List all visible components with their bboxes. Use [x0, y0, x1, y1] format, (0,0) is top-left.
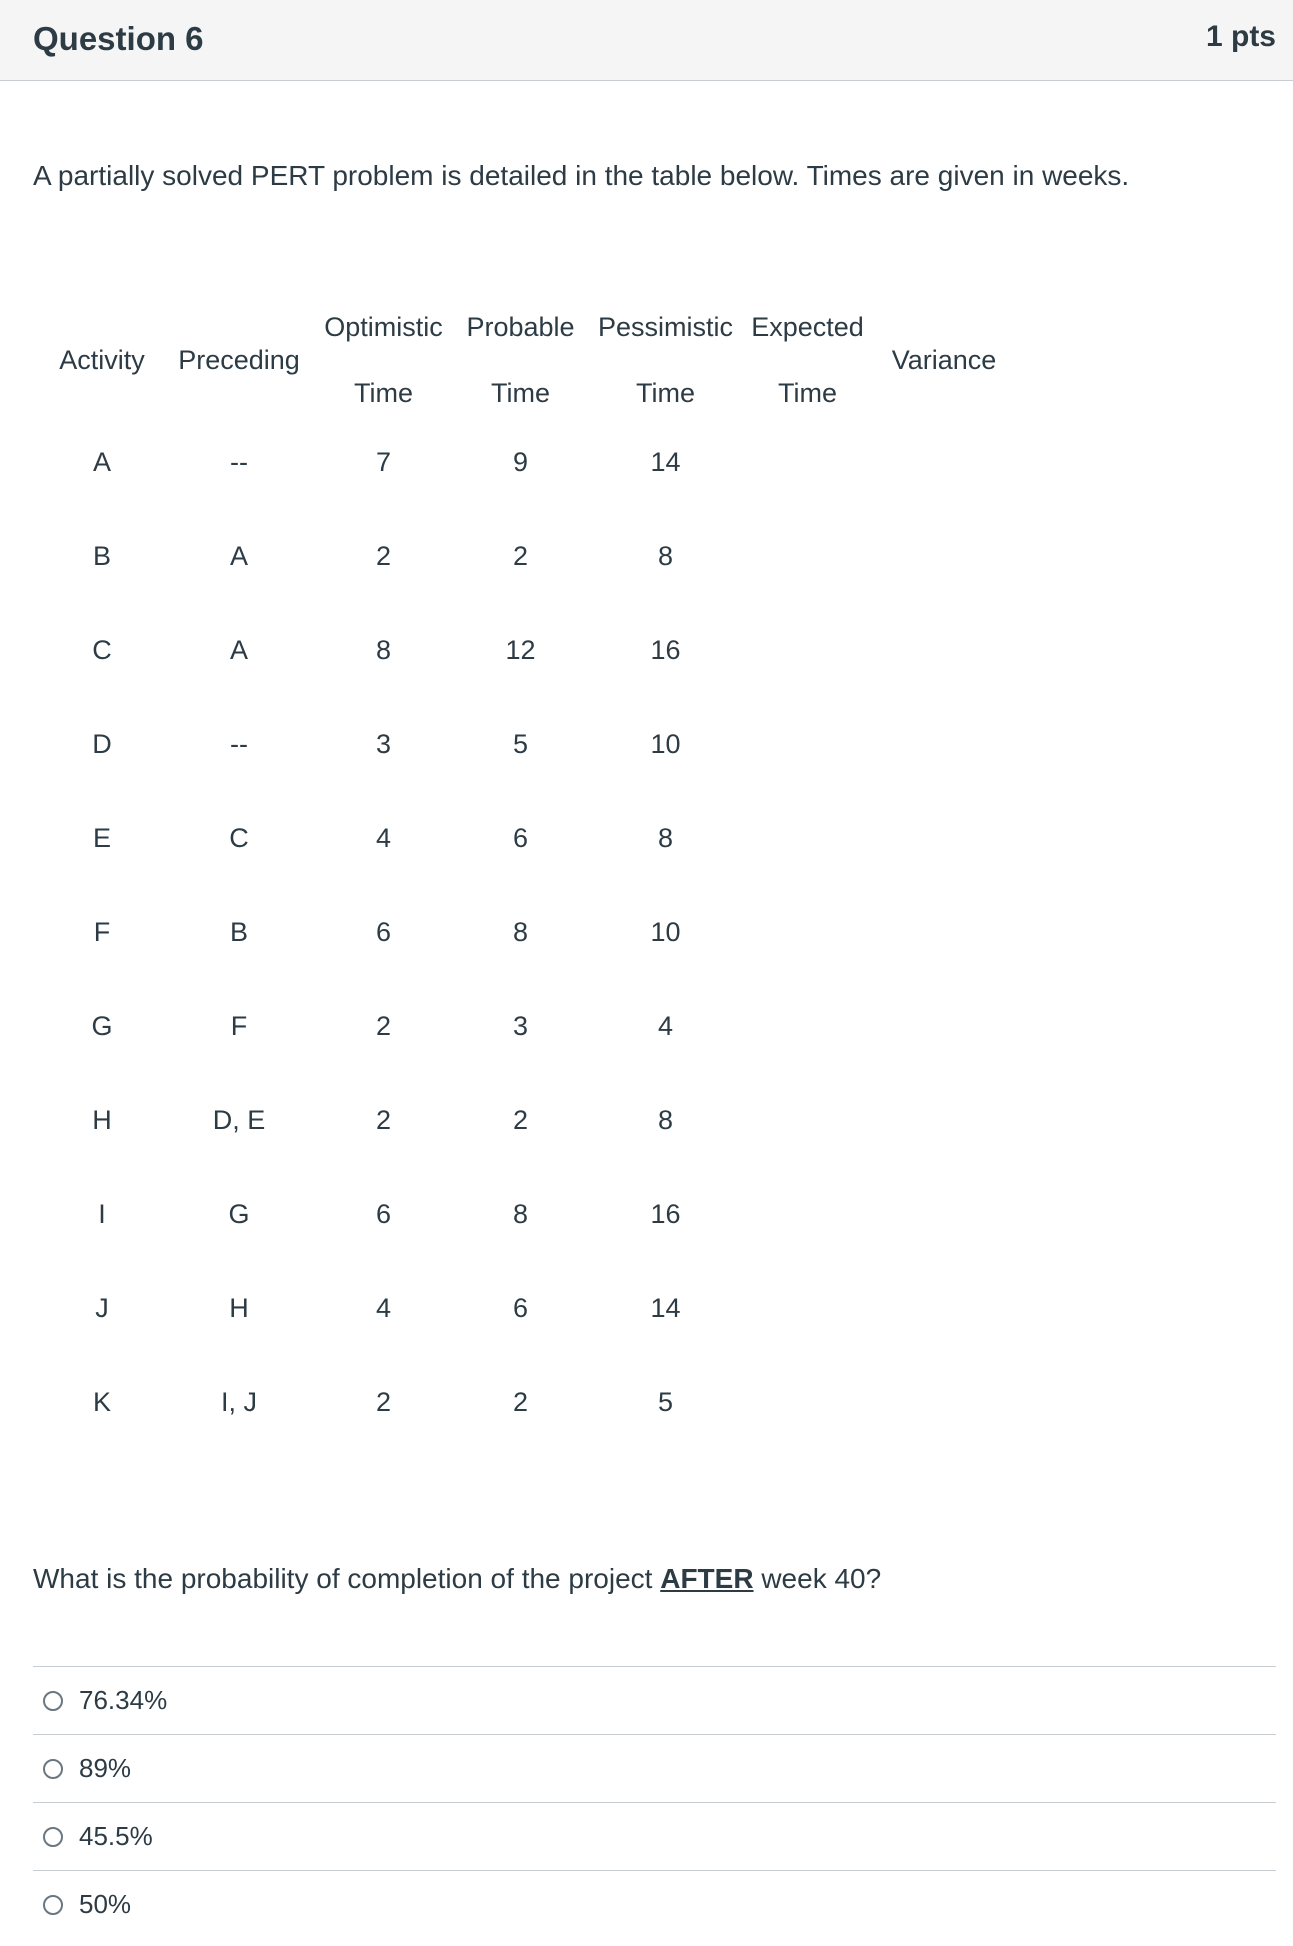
cell-activity: J — [95, 1292, 109, 1323]
answer-label: 89% — [79, 1753, 132, 1783]
radio-button[interactable] — [43, 1895, 63, 1915]
answer-label: 45.5% — [79, 1821, 153, 1851]
cell-variance — [873, 885, 1015, 979]
cell-activity: K — [92, 1386, 111, 1417]
cell-optimistic: 2 — [375, 1386, 392, 1417]
pert-table-body — [41, 415, 1015, 1449]
cell-pessimistic: 4 — [657, 1010, 674, 1041]
cell-pessimistic: 10 — [650, 916, 681, 947]
cell-optimistic: 2 — [375, 1010, 392, 1041]
cell-activity: E — [92, 822, 111, 853]
cell-expected — [742, 791, 873, 885]
cell-variance — [873, 1167, 1015, 1261]
cell-activity: B — [92, 540, 111, 571]
cell-optimistic: 8 — [375, 634, 392, 665]
cell-expected — [742, 979, 873, 1073]
question-title: Question 6 — [33, 20, 204, 57]
cell-pessimistic: 8 — [657, 540, 674, 571]
cell-preceding: A — [229, 540, 248, 571]
radio-button[interactable] — [43, 1827, 63, 1847]
cell-expected — [742, 509, 873, 603]
table-row — [41, 603, 1015, 697]
cell-activity: I — [98, 1198, 106, 1229]
table-row — [41, 509, 1015, 603]
prompt-text-end: week 40? — [753, 1563, 882, 1594]
cell-preceding: H — [229, 1292, 249, 1323]
table-row — [41, 791, 1015, 885]
table-row — [41, 697, 1015, 791]
cell-optimistic: 6 — [375, 916, 392, 947]
cell-optimistic: 4 — [375, 822, 392, 853]
table-row — [41, 1261, 1015, 1355]
cell-pessimistic: 8 — [657, 1104, 674, 1135]
cell-expected — [742, 415, 873, 509]
header-pessimistic-time: Pessimistic Time — [597, 312, 733, 408]
table-row — [41, 1355, 1015, 1449]
answer-option[interactable] — [33, 1870, 1276, 1938]
cell-pessimistic: 8 — [657, 822, 674, 853]
table-row — [41, 885, 1015, 979]
pert-table — [41, 306, 1015, 1449]
cell-pessimistic: 10 — [650, 728, 681, 759]
cell-preceding: I, J — [220, 1386, 257, 1417]
table-header-row — [41, 306, 1015, 415]
cell-preceding: B — [229, 916, 248, 947]
answer-label: 76.34% — [79, 1685, 168, 1715]
cell-activity: D — [92, 728, 112, 759]
radio-button[interactable] — [43, 1691, 63, 1711]
cell-probable: 6 — [512, 1292, 529, 1323]
cell-pessimistic: 16 — [650, 634, 681, 665]
question-prompt — [33, 1563, 881, 1595]
cell-preceding: -- — [230, 728, 248, 759]
header-probable-time: Probable Time — [466, 312, 575, 408]
cell-variance — [873, 791, 1015, 885]
cell-variance — [873, 509, 1015, 603]
cell-probable: 5 — [512, 728, 529, 759]
header-variance: Variance — [891, 345, 997, 375]
cell-probable: 8 — [512, 1198, 529, 1229]
cell-variance — [873, 415, 1015, 509]
cell-probable: 2 — [512, 1386, 529, 1417]
cell-pessimistic: 14 — [650, 1292, 681, 1323]
cell-preceding: D, E — [212, 1104, 266, 1135]
cell-activity: H — [92, 1104, 112, 1135]
cell-pessimistic: 14 — [650, 446, 681, 477]
cell-expected — [742, 1167, 873, 1261]
prompt-emphasis: AFTER — [660, 1563, 754, 1594]
cell-activity: F — [93, 916, 111, 947]
cell-preceding: G — [228, 1198, 250, 1229]
cell-expected — [742, 1261, 873, 1355]
cell-variance — [873, 1073, 1015, 1167]
header-preceding: Preceding — [178, 345, 300, 375]
cell-probable: 9 — [512, 446, 529, 477]
cell-probable: 12 — [505, 634, 536, 665]
cell-expected — [742, 697, 873, 791]
cell-pessimistic: 5 — [657, 1386, 674, 1417]
cell-preceding: C — [229, 822, 249, 853]
cell-optimistic: 2 — [375, 1104, 392, 1135]
cell-preceding: A — [229, 634, 248, 665]
table-row — [41, 1167, 1015, 1261]
table-row — [41, 415, 1015, 509]
header-activity: Activity — [59, 345, 145, 375]
cell-activity: A — [92, 446, 111, 477]
cell-optimistic: 6 — [375, 1198, 392, 1229]
answer-option[interactable] — [33, 1734, 1276, 1802]
answer-option[interactable] — [33, 1666, 1276, 1734]
cell-optimistic: 7 — [375, 446, 392, 477]
radio-button[interactable] — [43, 1759, 63, 1779]
cell-variance — [873, 603, 1015, 697]
cell-probable: 2 — [512, 540, 529, 571]
cell-variance — [873, 979, 1015, 1073]
cell-expected — [742, 1073, 873, 1167]
cell-preceding: -- — [230, 446, 248, 477]
header-expected-time: Expected Time — [751, 312, 864, 408]
answer-label: 50% — [79, 1889, 132, 1919]
cell-variance — [873, 1261, 1015, 1355]
cell-activity: C — [92, 634, 112, 665]
question-header — [0, 0, 1293, 81]
question-points: 1 pts — [1205, 20, 1276, 53]
prompt-text: What is the probability of completion of the project — [33, 1563, 661, 1594]
cell-activity: G — [91, 1010, 113, 1041]
cell-pessimistic: 16 — [650, 1198, 681, 1229]
cell-expected — [742, 1355, 873, 1449]
cell-probable: 2 — [512, 1104, 529, 1135]
cell-expected — [742, 603, 873, 697]
cell-optimistic: 2 — [375, 540, 392, 571]
answer-option[interactable] — [33, 1802, 1276, 1870]
cell-variance — [873, 697, 1015, 791]
answer-list — [33, 1666, 1276, 1938]
question-intro: A partially solved PERT problem is detailed in the table below. Times are given in weeks. — [33, 160, 1130, 191]
cell-probable: 6 — [512, 822, 529, 853]
cell-expected — [742, 885, 873, 979]
cell-optimistic: 3 — [375, 728, 392, 759]
cell-preceding: F — [230, 1010, 248, 1041]
table-row — [41, 1073, 1015, 1167]
cell-probable: 8 — [512, 916, 529, 947]
header-optimistic-time: Optimistic Time — [324, 312, 443, 408]
cell-optimistic: 4 — [375, 1292, 392, 1323]
cell-probable: 3 — [512, 1010, 529, 1041]
table-row — [41, 979, 1015, 1073]
cell-variance — [873, 1355, 1015, 1449]
